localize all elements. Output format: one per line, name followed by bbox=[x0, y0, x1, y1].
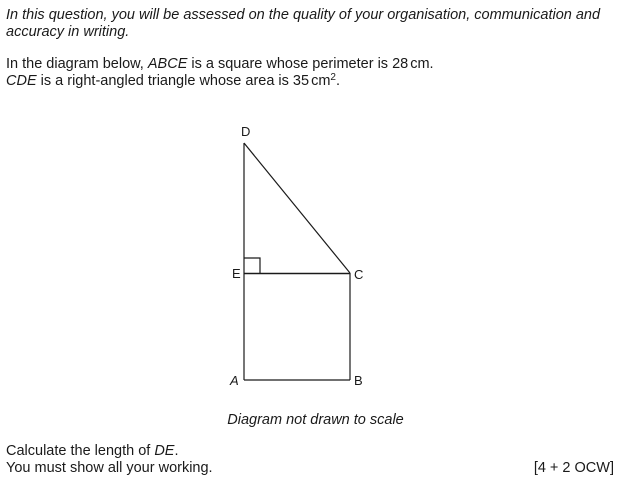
segment-dc bbox=[244, 143, 350, 273]
task-line-1 bbox=[6, 443, 616, 460]
info-line-2-mid: is a right-angled triangle whose area is 35 bbox=[36, 73, 310, 89]
shape-cde: CDE bbox=[6, 73, 37, 89]
task-line-1-pre: Calculate the length of bbox=[6, 443, 155, 459]
info-line-1-mid: is a square whose perimeter is 28 bbox=[187, 56, 409, 72]
info-line-1-unit: cm. bbox=[410, 56, 434, 72]
right-angle-marker bbox=[244, 258, 260, 273]
info-line-2-power: 2 bbox=[330, 72, 336, 83]
marks-allocation: [4 + 2 OCW] bbox=[533, 460, 614, 476]
task-line-1-end: . bbox=[174, 443, 179, 459]
diagram-caption: Diagram not drawn to scale bbox=[227, 412, 404, 428]
shape-abce: ABCE bbox=[147, 56, 188, 72]
label-a: A bbox=[230, 373, 239, 388]
info-line-2-unit: cm bbox=[311, 73, 331, 89]
ocw-notice-line-1: In this question, you will be assessed on the quality of your organisation, communication and bbox=[6, 7, 601, 23]
info-line-1-pre: In the diagram below, bbox=[6, 56, 148, 72]
label-c: C bbox=[354, 267, 364, 282]
task-line-2: You must show all your working. bbox=[6, 460, 213, 476]
label-d: D bbox=[241, 124, 251, 139]
info-line-2-end: . bbox=[335, 73, 340, 89]
label-b: B bbox=[354, 373, 363, 388]
ocw-notice-line-2: accuracy in writing. bbox=[6, 24, 130, 40]
task-variable-de: DE bbox=[154, 443, 175, 459]
label-e: E bbox=[232, 266, 241, 281]
task-instructions bbox=[6, 443, 616, 477]
